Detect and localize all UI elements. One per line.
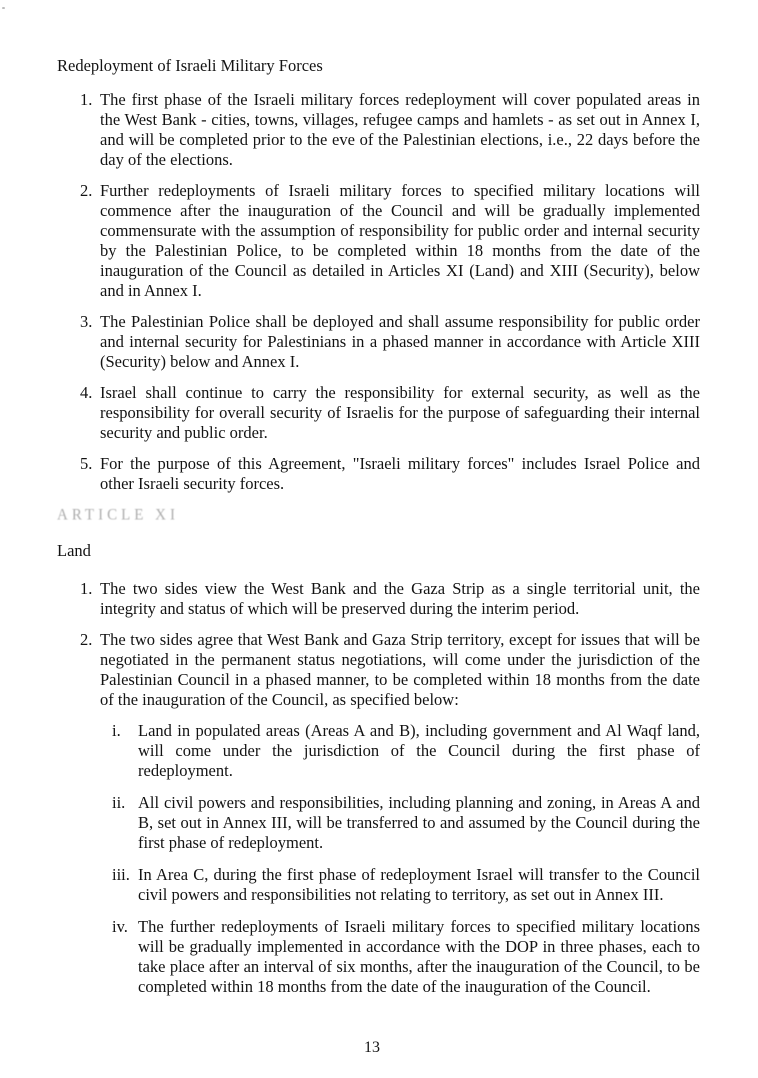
sub-list-item: [112, 865, 700, 905]
page-content: [57, 56, 700, 1009]
list-item: [80, 90, 700, 170]
list-item-number: 2.: [80, 630, 93, 649]
list-item-text: Further redeployments of Israeli military forces to specified military locations will commence after the inauguration of the Council and will be gradually implemented commensurate with the assumption of responsibility for public order and internal security by the Palestinian Police, to be completed within 18 months from the date of the inauguration of the Council as detailed in Articles XI (Land) and XIII (Security), below and in Annex I.: [100, 181, 700, 300]
list-item-text: The two sides view the West Bank and the Gaza Strip as a single territorial unit, the integrity and status of which will be preserved during the interim period.: [100, 579, 700, 618]
list-item-text: For the purpose of this Agreement, "Israeli military forces" includes Israel Police and other Israeli security forces.: [100, 454, 700, 493]
faded-article-heading: ARTICLE XI: [57, 507, 180, 524]
list-item-number: 4.: [80, 383, 93, 402]
list-item-number: 3.: [80, 312, 93, 331]
sub-list-item-number: iv.: [112, 917, 128, 936]
sub-list-item-text: Land in populated areas (Areas A and B), including government and Al Waqf land, will come under the jurisdiction of the Council during the first phase of redeployment.: [138, 721, 700, 780]
list-item: [80, 312, 700, 372]
sub-list-item-text: All civil powers and responsibilities, including planning and zoning, in Areas A and B, set out in Annex III, will be transferred to and assumed by the Council during the first phase of redeployment.: [138, 793, 700, 852]
list-item: [80, 579, 700, 619]
list-item-number: 1.: [80, 90, 93, 109]
list-item: [80, 181, 700, 301]
sub-list-item-text: The further redeployments of Israeli military forces to specified military locations will be gradually implemented in accordance with the DOP in three phases, each to take place after an interval of six months, after the inauguration of the Council, to be completed within 18 months from the date of the inauguration of the Council.: [138, 917, 700, 996]
list-item: [80, 630, 700, 710]
sub-list-item: [112, 721, 700, 781]
scan-artifact-speck: [2, 7, 5, 9]
sub-list-item: [112, 793, 700, 853]
list-item-number: 2.: [80, 181, 93, 200]
list-item-text: The Palestinian Police shall be deployed and shall assume responsibility for public order and internal security for Palestinians in a phased manner in accordance with Article XIII (Security) below and Annex I.: [100, 312, 700, 371]
sub-list-item: [112, 917, 700, 997]
page-number: 13: [364, 1039, 380, 1056]
section-heading-redeployment: Redeployment of Israeli Military Forces: [57, 56, 323, 75]
sub-list-item-number: iii.: [112, 865, 130, 884]
list-item-text: Israel shall continue to carry the responsibility for external security, as well as the responsibility for overall security of Israelis for the purpose of safeguarding their internal security and public order.: [100, 383, 700, 442]
sub-list-item-number: ii.: [112, 793, 126, 812]
list-item-number: 5.: [80, 454, 93, 473]
list-item-number: 1.: [80, 579, 93, 598]
list-item-text: The first phase of the Israeli military forces redeployment will cover populated areas in the West Bank - cities, towns, villages, refugee camps and hamlets - as set out in Annex I, and will be completed prior to the eve of the Palestinian elections, i.e., 22 days before the day of the elections.: [100, 90, 700, 169]
list-item: [80, 383, 700, 443]
sub-list-item-text: In Area C, during the first phase of redeployment Israel will transfer to the Council civil powers and responsibilities not relating to territory, as set out in Annex III.: [138, 865, 700, 904]
sub-list-item-number: i.: [112, 721, 121, 740]
section-heading-land: Land: [57, 541, 91, 560]
list-item: [80, 454, 700, 494]
list-item-text: The two sides agree that West Bank and Gaza Strip territory, except for issues that will be negotiated in the permanent status negotiations, will come under the jurisdiction of the Palestinian Council in a phased manner, to be completed within 18 months from the date of the inauguration of the Council, as specified below:: [100, 630, 700, 709]
